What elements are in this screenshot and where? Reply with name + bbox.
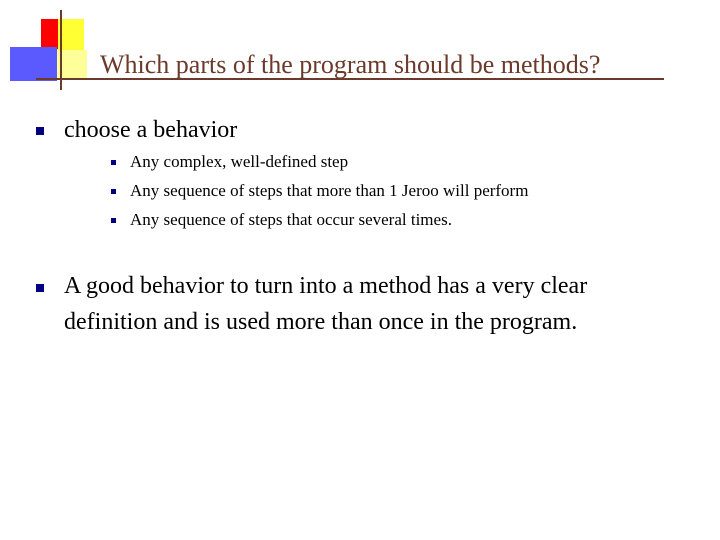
bullet-text-line-1: A good behavior to turn into a method has a very clear	[64, 273, 588, 299]
sub-bullet-square-icon	[111, 160, 116, 165]
bullet-square-icon	[36, 284, 44, 292]
sub-bullet-square-icon	[111, 189, 116, 194]
blue-square	[10, 47, 57, 81]
decorative-logo-icon	[0, 0, 110, 100]
red-square	[41, 19, 58, 49]
bullet-square-icon	[36, 127, 44, 135]
slide-title: Which parts of the program should be methods?	[100, 50, 601, 79]
bullet-text: choose a behavior	[64, 117, 238, 143]
sub-bullet-square-icon	[111, 218, 116, 223]
bullet-text-line-2: definition and is used more than once in the program.	[64, 309, 578, 335]
sub-bullet-text: Any sequence of steps that occur several times.	[130, 210, 452, 229]
sub-bullet-text: Any complex, well-defined step	[130, 152, 349, 171]
sub-bullet-text: Any sequence of steps that more than 1 Jeroo will perform	[130, 181, 529, 200]
